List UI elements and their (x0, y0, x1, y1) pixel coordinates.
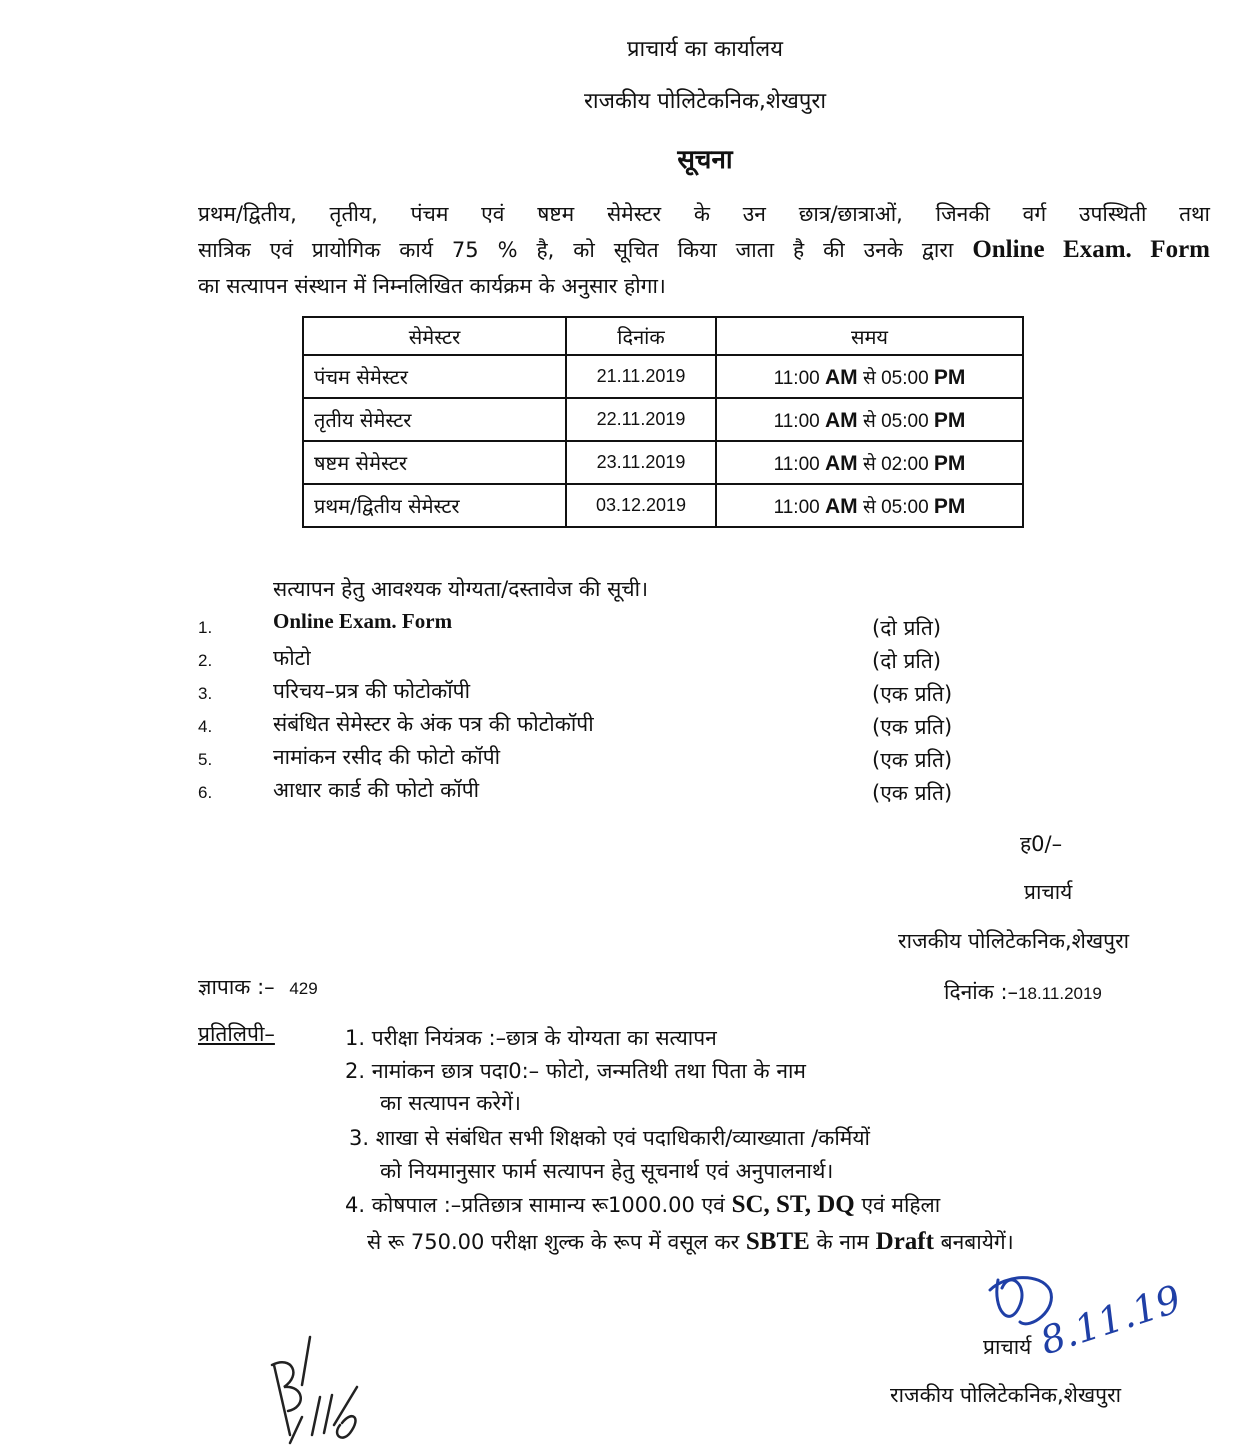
documents-heading: सत्यापन हेतु आवश्यक योग्यता/दस्तावेज की सूची। (273, 577, 649, 601)
receipt-scribble (262, 1325, 372, 1455)
intro-line-1: प्रथम/द्वितीय, तृतीय, पंचम एवं षष्टम सेमेस्टर के उन छात्र/छात्राओं, जिनकी वर्ग उपस्थिती तथा (198, 202, 1210, 226)
copy-item-4-text-a: 4. कोषपाल :–प्रतिछात्र सामान्य रू1000.00 एवं (345, 1193, 725, 1217)
time-from: 11:00 (773, 496, 820, 518)
schedule-header-row (303, 317, 1023, 355)
table-row (303, 398, 1023, 441)
copy-item-4-line2-text-e: बनबायेगें। (940, 1230, 1014, 1254)
time-from-suffix: AM (825, 408, 858, 432)
copy-item-2-line-2: का सत्यापन करेगें। (380, 1091, 521, 1115)
online-exam-form-inline: Online Exam. Form (972, 236, 1210, 263)
date-cell: 23.11.2019 (566, 441, 716, 484)
semester-cell: प्रथम/द्वितीय सेमेस्टर (303, 484, 566, 527)
time-to-suffix: PM (933, 494, 966, 518)
doc-text-1: Online Exam. Form (273, 609, 453, 633)
time-to: 02:00 (881, 453, 929, 475)
doc-text-2: फोटो (273, 646, 311, 670)
memo-reference (198, 973, 318, 1003)
time-from-suffix: AM (825, 494, 858, 518)
copy-item-4-line-1 (345, 1191, 940, 1219)
doc-copies-1: (दो प्रति) (872, 616, 942, 640)
time-sep: से (862, 496, 876, 518)
institute-heading: राजकीय पोलिटेकनिक,शेखपुरा (583, 89, 827, 114)
copy-item-4-line2-text-c: के नाम (816, 1230, 869, 1254)
doc-num-5: 5. (198, 750, 213, 769)
intro-paragraph (198, 196, 1210, 304)
time-to: 05:00 (881, 410, 929, 432)
doc-num-6: 6. (198, 783, 213, 802)
doc-copies-3: (एक प्रति) (872, 682, 953, 706)
time-to: 05:00 (881, 367, 929, 389)
doc-num-3: 3. (198, 684, 213, 703)
footer-designation: प्राचार्य (983, 1335, 1032, 1359)
copy-item-2-line-1: 2. नामांकन छात्र पदा0:– फोटो, जन्मतिथी तथा पिता के नाम (345, 1059, 806, 1083)
doc-num-1: 1. (198, 618, 213, 637)
intro-line-3: का सत्यापन संस्थान में निम्नलिखित कार्यक्रम के अनुसार होगा। (198, 274, 666, 298)
semester-cell: तृतीय सेमेस्टर (303, 398, 566, 441)
doc-copies-2: (दो प्रति) (872, 649, 942, 673)
principal-designation: प्राचार्य (1024, 880, 1073, 904)
copy-to-label: प्रतिलिपी– (198, 1022, 275, 1046)
doc-copies-4: (एक प्रति) (872, 715, 953, 739)
time-to-suffix: PM (933, 365, 966, 389)
memo-ref-number: 429 (289, 979, 318, 998)
copy-item-3-line-1: 3. शाखा से संबंधित सभी शिक्षको एवं पदाधिकारी/व्याख्याता /कर्मियों (349, 1126, 870, 1150)
copy-item-4-line2-text-a: से रू 750.00 परीक्षा शुल्क के रूप में वसूल कर (367, 1230, 740, 1254)
memo-ref-label: ज्ञापाक :– (198, 975, 275, 999)
copy-item-1: 1. परीक्षा नियंत्रक :–छात्र के योग्यता का सत्यापन (345, 1026, 717, 1050)
time-cell (716, 484, 1023, 527)
doc-copies-5: (एक प्रति) (872, 748, 953, 772)
footer-institute: राजकीय पोलिटेकनिक,शेखपुरा (890, 1383, 1122, 1407)
time-sep: से (862, 410, 876, 432)
footer-handwritten-date: 8.11.19 (1034, 1276, 1187, 1364)
principal-institute: राजकीय पोलिटेकनिक,शेखपुरा (898, 929, 1130, 953)
time-from: 11:00 (773, 367, 820, 389)
time-from-suffix: AM (825, 451, 858, 475)
memo-date (944, 978, 1102, 1008)
intro-line-2 (198, 232, 1210, 268)
copy-item-4-categories: SC, ST, DQ (731, 1191, 855, 1218)
time-cell (716, 441, 1023, 484)
intro-line-2-text: सात्रिक एवं प्रायोगिक कार्य 75 % है, को सूचित किया जाता है की उनके द्वारा (198, 238, 954, 262)
copy-item-4-sbte: SBTE (745, 1228, 810, 1255)
time-to-suffix: PM (933, 451, 966, 475)
doc-num-2: 2. (198, 651, 213, 670)
date-cell: 03.12.2019 (566, 484, 716, 527)
copy-item-4-text-c: एवं महिला (861, 1193, 941, 1217)
header-date: दिनांक (566, 317, 716, 355)
copy-item-4-line-2 (367, 1228, 1014, 1256)
memo-date-value: 18.11.2019 (1018, 984, 1102, 1003)
date-cell: 22.11.2019 (566, 398, 716, 441)
doc-text-3: परिचय–प्रत्र की फोटोकॉपी (273, 679, 471, 703)
time-sep: से (862, 453, 876, 475)
time-from: 11:00 (773, 453, 820, 475)
doc-text-5: नामांकन रसीद की फोटो कॉपी (273, 745, 501, 769)
doc-text-6: आधार कार्ड की फोटो कॉपी (273, 778, 480, 802)
time-to: 05:00 (881, 496, 929, 518)
time-from-suffix: AM (825, 365, 858, 389)
time-to-suffix: PM (933, 408, 966, 432)
semester-cell: पंचम सेमेस्टर (303, 355, 566, 398)
date-cell: 21.11.2019 (566, 355, 716, 398)
doc-text-4: संबंधित सेमेस्टर के अंक पत्र की फोटोकॉपी (273, 712, 594, 736)
time-from: 11:00 (773, 410, 820, 432)
schedule-table (302, 316, 1024, 528)
time-cell (716, 355, 1023, 398)
copy-item-3-line-2: को नियमानुसार फार्म सत्यापन हेतु सूचनार्थ एवं अनुपालनार्थ। (380, 1159, 834, 1183)
table-row (303, 441, 1023, 484)
copy-item-4-draft: Draft (875, 1228, 934, 1255)
table-row (303, 355, 1023, 398)
table-row (303, 484, 1023, 527)
header-semester: सेमेस्टर (303, 317, 566, 355)
notice-title: सूचना (677, 145, 733, 175)
doc-copies-6: (एक प्रति) (872, 781, 953, 805)
header-time: समय (716, 317, 1023, 355)
signed-mark: ह0/– (1020, 832, 1063, 856)
doc-num-4: 4. (198, 717, 213, 736)
semester-cell: षष्टम सेमेस्टर (303, 441, 566, 484)
memo-date-label: दिनांक :– (944, 980, 1019, 1004)
time-cell (716, 398, 1023, 441)
time-sep: से (862, 367, 876, 389)
office-heading: प्राचार्य का कार्यालय (627, 37, 783, 62)
